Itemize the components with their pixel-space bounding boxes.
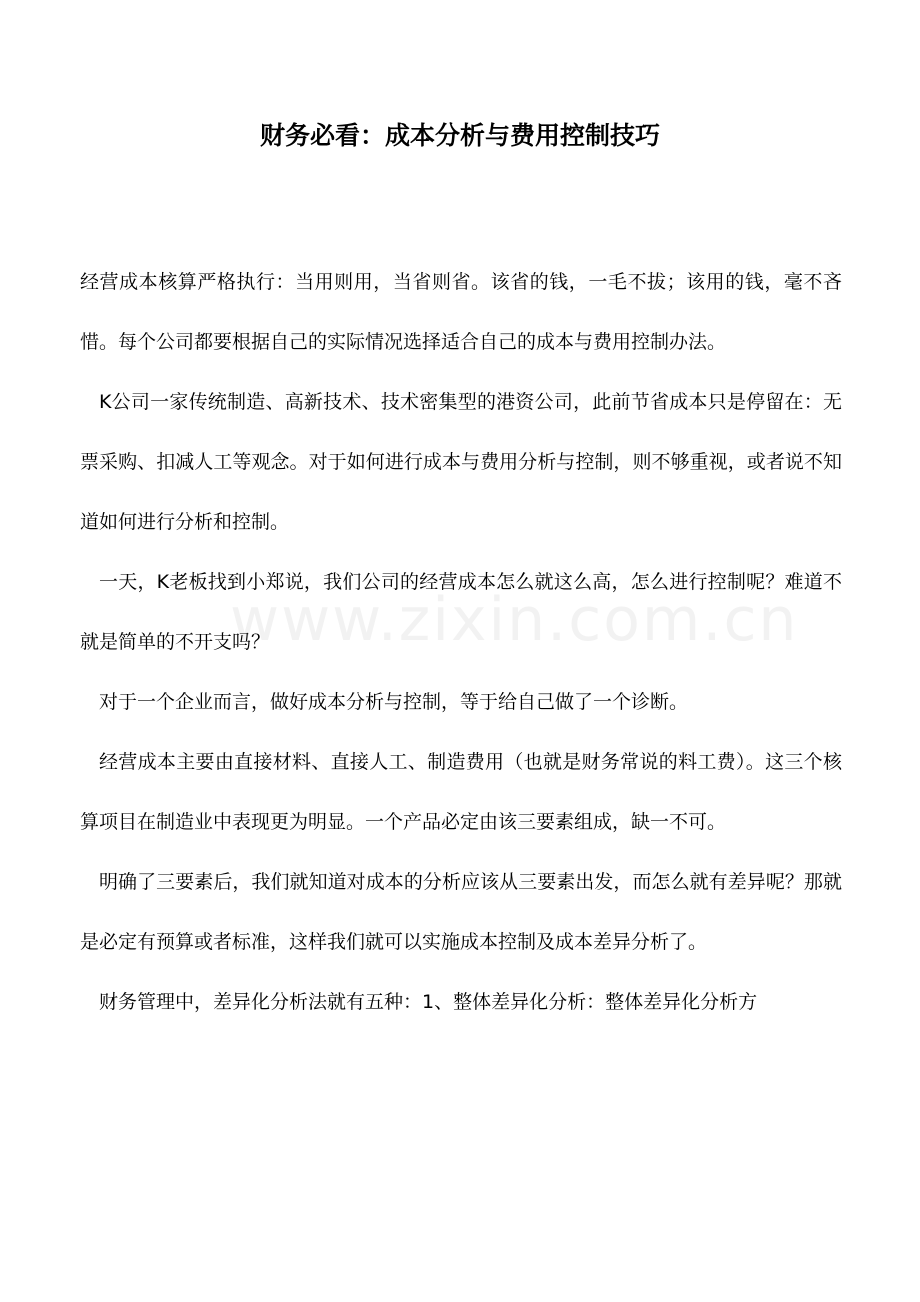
paragraph-3: 一天，K老板找到小郑说，我们公司的经营成本怎么就这么高，怎么进行控制呢？难道不就是简单的不开支吗？ bbox=[80, 571, 842, 653]
paragraph-2: K公司一家传统制造、高新技术、技术密集型的港资公司，此前节省成本只是停留在：无票采购、扣减人工等观念。对于如何进行成本与费用分析与控制，则不够重视，或者说不知道如何进行分析和控制。 bbox=[80, 391, 842, 533]
document-body bbox=[80, 252, 842, 1032]
watermark: www.zixin.com.cn bbox=[230, 585, 799, 655]
document-title: 财务必看：成本分析与费用控制技巧 bbox=[259, 121, 660, 150]
paragraph-7: 财务管理中，差异化分析法就有五种：1、整体差异化分析：整体差异化分析方 bbox=[99, 991, 758, 1013]
paragraph-5: 经营成本主要由直接材料、直接人工、制造费用（也就是财务常说的料工费）。这三个核算项目在制造业中表现更为明显。一个产品必定由该三要素组成，缺一不可。 bbox=[80, 751, 842, 833]
paragraph-4: 对于一个企业而言，做好成本分析与控制，等于给自己做了一个诊断。 bbox=[99, 691, 689, 713]
paragraph-6: 明确了三要素后，我们就知道对成本的分析应该从三要素出发，而怎么就有差异呢？那就是必定有预算或者标准，这样我们就可以实施成本控制及成本差异分析了。 bbox=[80, 871, 842, 953]
paragraph-1: 经营成本核算严格执行：当用则用，当省则省。该省的钱，一毛不拔；该用的钱，毫不吝惜。每个公司都要根据自己的实际情况选择适合自己的成本与费用控制办法。 bbox=[80, 271, 842, 353]
